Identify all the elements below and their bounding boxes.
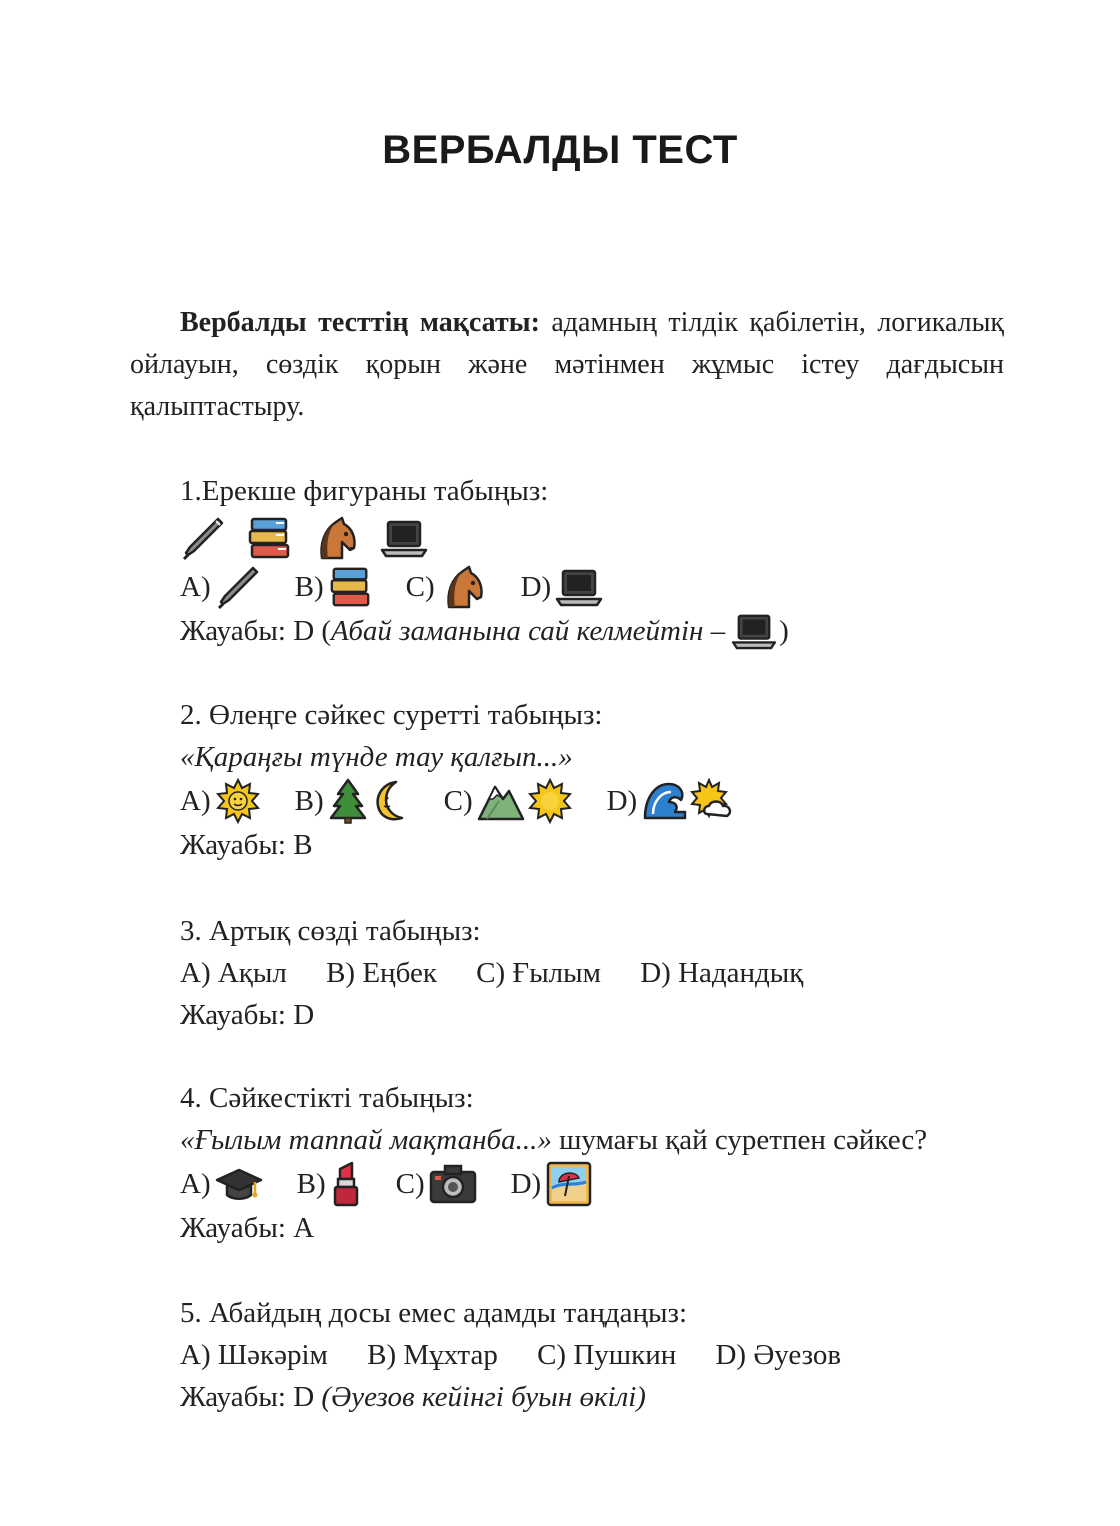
laptop-icon: [380, 518, 428, 558]
camera-icon: [429, 1164, 477, 1204]
question-3-options: [180, 952, 1060, 994]
question-5-option-d[interactable]: D) Әуезов: [715, 1339, 842, 1371]
pen-icon: [180, 515, 226, 561]
beach-picture-icon: [545, 1160, 593, 1208]
question-4-option-a[interactable]: A): [180, 1164, 263, 1204]
laptop-icon: [555, 567, 603, 607]
question-1-option-b[interactable]: B): [295, 565, 372, 609]
question-4-option-b[interactable]: B): [297, 1161, 362, 1207]
question-4-option-d[interactable]: D): [511, 1160, 594, 1208]
question-4-option-c[interactable]: C): [396, 1164, 477, 1204]
question-4-text: 4. Сәйкестікті табыңыз:: [180, 1082, 474, 1114]
mountain-icon: [477, 779, 525, 823]
lipstick-icon: [330, 1161, 362, 1207]
question-2-option-b[interactable]: B): [295, 778, 410, 824]
question-4-quote-line: [180, 1119, 1060, 1161]
question-5-option-c[interactable]: C) Пушкин: [537, 1339, 677, 1371]
question-1: [180, 470, 1060, 652]
question-5: [180, 1292, 1060, 1418]
question-2-quote: «Қараңғы түнде тау қалғып...»: [180, 741, 573, 773]
question-2-text: 2. Өлеңге сәйкес суретті табыңыз:: [180, 699, 603, 731]
question-4-answer: Жауабы: A: [180, 1212, 315, 1244]
question-5-options: [180, 1334, 1060, 1376]
question-5-answer: Жауабы: D (Әуезов кейінгі буын өкілі): [180, 1381, 646, 1413]
books-icon: [246, 515, 292, 561]
question-4-quote-rest: шумағы қай суретпен сәйкес?: [551, 1124, 928, 1156]
question-3-option-c[interactable]: C) Ғылым: [476, 957, 601, 989]
question-1-option-a[interactable]: A): [180, 564, 261, 610]
question-2: [180, 694, 1060, 866]
question-2-option-d[interactable]: D): [607, 778, 736, 824]
question-3-text: 3. Артық сөзді табыңыз:: [180, 915, 481, 947]
sun-cloud-icon: [689, 778, 735, 824]
question-5-option-a[interactable]: A) Шәкәрім: [180, 1339, 328, 1371]
question-3-option-a[interactable]: A) Ақыл: [180, 957, 287, 989]
books-icon: [328, 565, 372, 609]
question-1-answer: Жауабы: D ( Абай заманына сай келмейтін – ): [180, 610, 1060, 652]
graduation-cap-icon: [215, 1164, 263, 1204]
question-2-option-a[interactable]: A): [180, 778, 261, 824]
wave-icon: [641, 778, 687, 824]
question-4: [180, 1077, 1060, 1249]
pen-icon: [215, 564, 261, 610]
intro-label: Вербалды тесттің мақсаты:: [180, 307, 540, 338]
intro-text: адамның тілдік қабілетін, логикалық ойлауын, сөздік қорын және мәтінмен жұмыс істеу дағдысын қалыптастыру.: [130, 307, 1005, 422]
page-title: ВЕРБАЛДЫ ТЕСТ: [382, 128, 738, 172]
question-2-option-c[interactable]: C): [444, 778, 573, 824]
question-1-figures: [180, 512, 1060, 564]
question-4-options: [180, 1161, 1060, 1207]
question-4-quote: «Ғылым таппай мақтанба...»: [180, 1124, 552, 1156]
question-1-text: 1.Ерекше фигураны табыңыз:: [180, 475, 549, 507]
horse-icon: [439, 563, 487, 611]
moon-icon: [370, 778, 410, 824]
intro-paragraph: [130, 302, 1004, 428]
question-3-option-b[interactable]: B) Еңбек: [326, 957, 437, 989]
laptop-icon: [731, 612, 777, 650]
question-3: [180, 910, 1060, 1036]
question-1-option-c[interactable]: C): [406, 563, 487, 611]
question-3-option-d[interactable]: D) Надандық: [640, 957, 804, 989]
horse-icon: [312, 514, 360, 562]
sun-face-icon: [215, 778, 261, 824]
question-5-text: 5. Абайдың досы емес адамды таңдаңыз:: [180, 1297, 688, 1329]
question-1-option-d[interactable]: D): [521, 567, 604, 607]
question-3-answer: Жауабы: D: [180, 999, 315, 1031]
question-2-options: [180, 778, 1060, 824]
question-2-answer: Жауабы: B: [180, 829, 313, 861]
sun-icon: [527, 778, 573, 824]
question-5-option-b[interactable]: B) Мұхтар: [367, 1339, 498, 1371]
question-1-options: [180, 564, 1060, 610]
tree-icon: [328, 778, 368, 824]
